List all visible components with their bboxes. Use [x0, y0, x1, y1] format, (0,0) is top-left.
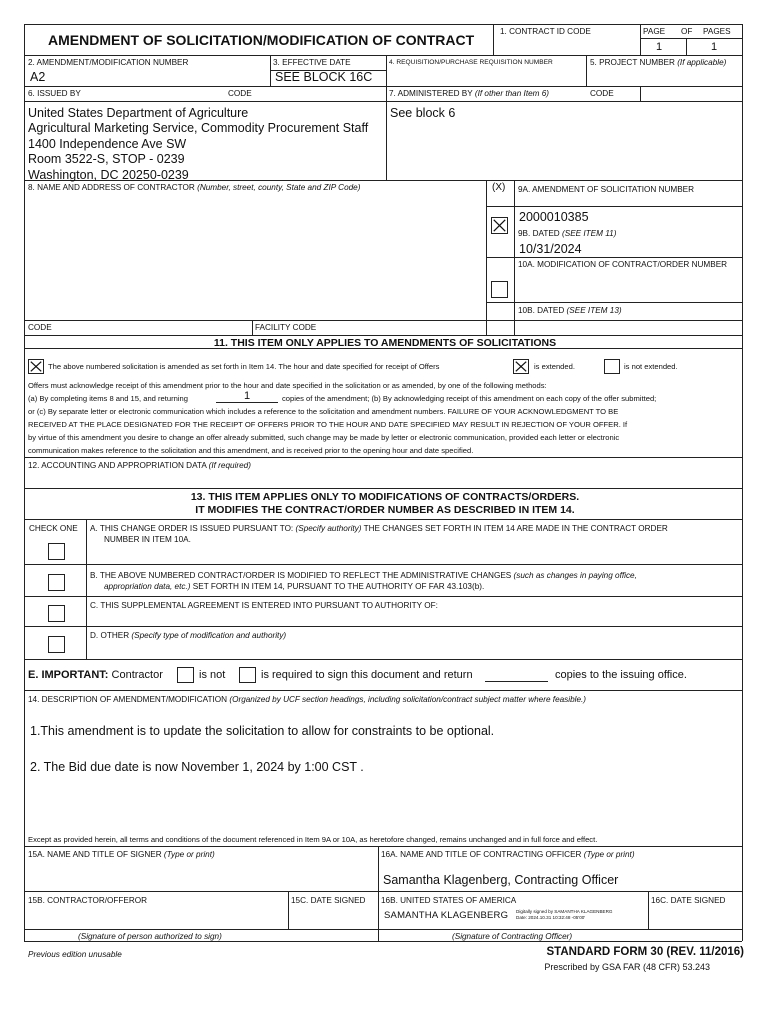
extended-checkbox[interactable]	[513, 359, 529, 374]
requisition-number-label: 4. REQUISITION/PURCHASE REQUISITION NUMBER	[389, 59, 553, 66]
digital-signature-name: SAMANTHA KLAGENBERG	[384, 910, 509, 921]
x-column-label: (X)	[492, 182, 506, 193]
description-label: 14. DESCRIPTION OF AMENDMENT/MODIFICATION (Organized by UCF section headings, including solicitation/contract subject matter where feasible.)	[28, 695, 587, 704]
page-label: PAGE	[643, 27, 666, 36]
contract-id-label: 1. CONTRACT ID CODE	[500, 27, 591, 36]
modification-number-label: 10A. MODIFICATION OF CONTRACT/ORDER NUMBER	[518, 260, 728, 269]
date-signed-15c-label: 15C. DATE SIGNED	[291, 896, 366, 905]
change-order-text-2: NUMBER IN ITEM 10A.	[104, 535, 191, 544]
contracting-officer-label: 16A. NAME AND TITLE OF CONTRACTING OFFICER (Type or print)	[381, 850, 635, 859]
change-order-text: A. THIS CHANGE ORDER IS ISSUED PURSUANT TO: (Specify authority) THE CHANGES SET FORTH IN ITEM 14 ARE MADE IN THE CONTRACT ORDER	[90, 524, 668, 533]
supplemental-agreement-text: C. THIS SUPPLEMENTAL AGREEMENT IS ENTERED INTO PURSUANT TO AUTHORITY OF:	[90, 601, 438, 610]
contractor-offeror-label: 15B. CONTRACTOR/OFFEROR	[28, 896, 148, 905]
description-line-1[interactable]: 1.This amendment is to update the solicitation to allow for constraints to be optional.	[30, 724, 495, 738]
amended-text: The above numbered solicitation is amended as set forth in Item 14. The hour and date specified for receipt of Offers	[48, 362, 440, 371]
section-13-heading-1: 13. THIS ITEM APPLIES ONLY TO MODIFICATIONS OF CONTRACTS/ORDERS.	[190, 491, 580, 503]
important-row: E. IMPORTANT: Contractor	[28, 669, 163, 681]
issued-by-address[interactable]: United States Department of Agriculture Agricultural Marketing Service, Commodity Procurement Staff 1400 Independence Ave SW Room 3522-S, STOP - 0239 Washington, DC 20250-0239	[28, 106, 369, 182]
is-required-label: is required to sign this document and return	[261, 669, 473, 681]
accounting-data-label: 12. ACCOUNTING AND APPROPRIATION DATA (If required)	[28, 461, 251, 470]
page-number[interactable]: 1	[656, 41, 663, 53]
amendment-number-field[interactable]: A2	[30, 70, 46, 84]
not-extended-label: is not extended.	[624, 362, 678, 371]
dated-10b-label: 10B. DATED (SEE ITEM 13)	[518, 306, 622, 315]
project-number-label: 5. PROJECT NUMBER (If applicable)	[590, 58, 727, 67]
administered-by-code-label: CODE	[590, 89, 614, 98]
solicitation-number-field[interactable]: 2000010385	[519, 210, 589, 224]
x-mark-icon	[492, 218, 507, 233]
effective-date-label: 3. EFFECTIVE DATE	[273, 58, 351, 67]
communication-text: communication makes reference to the solicitation and this amendment, and is received prior to the opening hour and date specified.	[28, 446, 474, 455]
change-order-checkbox[interactable]	[48, 543, 65, 560]
contractor-address-label: 8. NAME AND ADDRESS OF CONTRACTOR (Number, street, county, State and ZIP Code)	[28, 183, 361, 192]
issued-by-code-label: CODE	[228, 89, 252, 98]
section-11-heading: 11. THIS ITEM ONLY APPLIES TO AMENDMENTS OF SOLICITATIONS	[213, 337, 557, 349]
signer-name-label: 15A. NAME AND TITLE OF SIGNER (Type or print)	[28, 850, 215, 859]
admin-changes-checkbox[interactable]	[48, 574, 65, 591]
is-not-checkbox[interactable]	[177, 667, 194, 683]
x-mark-icon	[29, 360, 43, 373]
extended-label: is extended.	[534, 362, 575, 371]
check-one-label: CHECK ONE	[29, 524, 78, 533]
supplemental-agreement-checkbox[interactable]	[48, 605, 65, 622]
administered-by-field[interactable]: See block 6	[390, 106, 456, 120]
amended-checkbox[interactable]	[28, 359, 44, 374]
date-signed-16c-label: 16C. DATE SIGNED	[651, 896, 726, 905]
x-mark-icon	[514, 360, 528, 373]
contractor-signature-caption: (Signature of person authorized to sign)	[78, 932, 222, 941]
copies-return-field[interactable]	[485, 681, 548, 682]
method-c-text: or (c) By separate letter or electronic communication which includes a reference to the solicitation and amendment numbers. FAILURE OF YOUR ACKNOWLEDGMENT TO BE	[28, 407, 619, 416]
prescribed-by: Prescribed by GSA FAR (48 CFR) 53.243	[544, 962, 710, 972]
other-text: D. OTHER (Specify type of modification and authority)	[90, 631, 287, 640]
copies-label: copies to the issuing office.	[555, 669, 687, 681]
amendment-checkbox[interactable]	[491, 217, 508, 234]
facility-code-label: FACILITY CODE	[255, 323, 317, 332]
digital-signature-stamp: Digitally signed by SAMANTHA KLAGENBERG Date: 2024.10.31 10:32:48 -05'00'	[516, 909, 613, 920]
is-required-checkbox[interactable]	[239, 667, 256, 683]
rejection-warning-text: RECEIVED AT THE PLACE DESIGNATED FOR THE RECEIPT OF OFFERS PRIOR TO THE HOUR AND DATE SPECIFIED MAY RESULT IN REJECTION OF YOUR OFFER. If	[28, 420, 628, 429]
contractor-code-label: CODE	[28, 323, 52, 332]
except-text: Except as provided herein, all terms and conditions of the document referenced in Item 9A or 10A, as heretofore changed, remains unchanged and in full force and effect.	[28, 835, 598, 844]
not-extended-checkbox[interactable]	[604, 359, 620, 374]
methods-text: Offers must acknowledge receipt of this amendment prior to the hour and date specified in the solicitation or as amended, by one of the following methods:	[28, 381, 547, 390]
total-pages[interactable]: 1	[711, 41, 718, 53]
description-line-2[interactable]: 2. The Bid due date is now November 1, 2024 by 1:00 CST .	[30, 760, 364, 774]
form-number: STANDARD FORM 30 (REV. 11/2016)	[546, 946, 744, 958]
administered-by-label: 7. ADMINISTERED BY (If other than Item 6)	[389, 89, 550, 98]
pages-label: PAGES	[703, 27, 731, 36]
previous-edition-note: Previous edition unusable	[28, 950, 122, 959]
admin-changes-text-2: appropriation data, etc.) SET FORTH IN ITEM 14, PURSUANT TO THE AUTHORITY OF FAR 43.103(b).	[104, 582, 485, 591]
dated-9b-field[interactable]: 10/31/2024	[519, 242, 582, 256]
admin-changes-text: B. THE ABOVE NUMBERED CONTRACT/ORDER IS MODIFIED TO REFLECT THE ADMINISTRATIVE CHANGES (such as changes in paying office,	[90, 571, 637, 580]
form-title: AMENDMENT OF SOLICITATION/MODIFICATION OF CONTRACT	[48, 32, 475, 48]
modification-checkbox[interactable]	[491, 281, 508, 298]
effective-date-field[interactable]: SEE BLOCK 16C	[275, 70, 373, 84]
contracting-officer-name-field[interactable]: Samantha Klagenberg, Contracting Officer	[383, 873, 619, 887]
united-states-label: 16B. UNITED STATES OF AMERICA	[381, 896, 517, 905]
is-not-label: is not	[199, 669, 226, 681]
change-offer-text: by virtue of this amendment you desire to change an offer already submitted, such change may be made by letter or electronic communication, provided each letter or electronic	[28, 433, 620, 442]
other-checkbox[interactable]	[48, 636, 65, 653]
of-label: OF	[681, 27, 693, 36]
section-13-heading-2: IT MODIFIES THE CONTRACT/ORDER NUMBER AS DESCRIBED IN ITEM 14.	[195, 504, 575, 516]
method-a-text: (a) By completing items 8 and 15, and returning	[28, 394, 188, 403]
solicitation-number-label: 9A. AMENDMENT OF SOLICITATION NUMBER	[518, 185, 695, 194]
issued-by-label: 6. ISSUED BY	[28, 89, 81, 98]
amendment-number-label: 2. AMENDMENT/MODIFICATION NUMBER	[28, 58, 189, 67]
method-b-text: copies of the amendment; (b) By acknowledging receipt of this amendment on each copy of the offer submitted;	[282, 394, 657, 403]
dated-9b-label: 9B. DATED (SEE ITEM 11)	[518, 229, 617, 238]
copies-returned-field[interactable]: 1	[216, 390, 278, 403]
officer-signature-caption: (Signature of Contracting Officer)	[452, 932, 573, 941]
